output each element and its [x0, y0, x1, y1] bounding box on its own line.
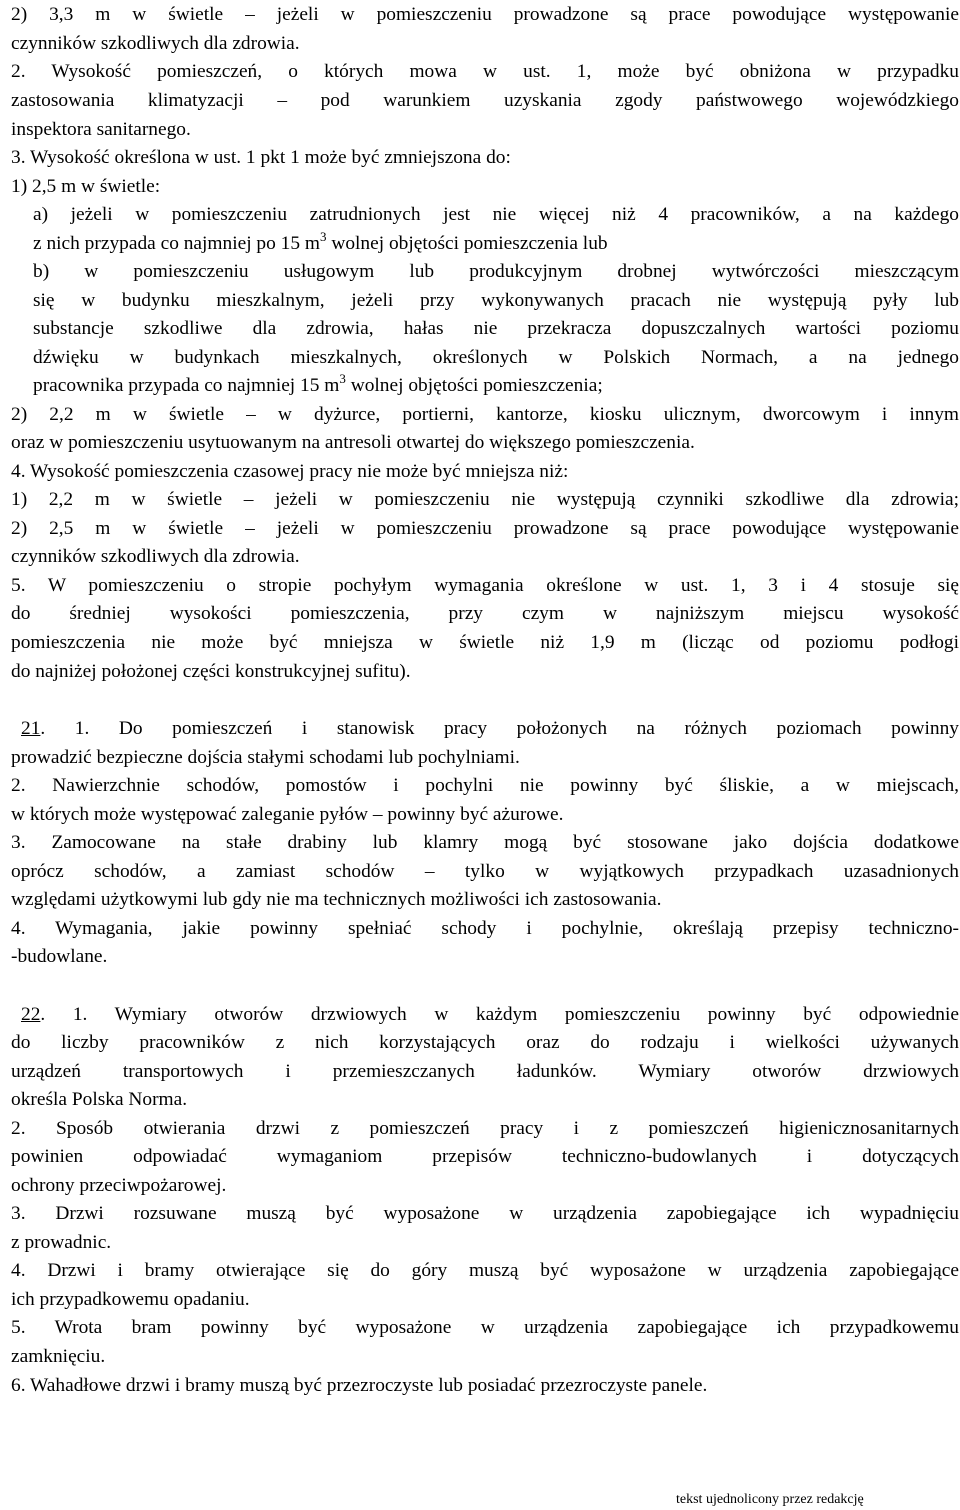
text-line: 3. Wysokość określona w ust. 1 pkt 1 może być zmniejszona do:	[11, 147, 511, 168]
text-segment: wolnej objętości pomieszczenia lub	[326, 233, 608, 254]
text-line: 1) 2,2 m w świetle – jeżeli w pomieszczeniu nie występują czynniki szkodliwe dla zdrowia;	[11, 489, 959, 510]
text-line: z prowadnic.	[11, 1232, 112, 1253]
superscript: 3	[339, 371, 346, 386]
text-line: oraz w pomieszczeniu usytuowanym na antresoli otwartej do większego pomieszczenia.	[11, 432, 695, 453]
text-line: 4. Wysokość pomieszczenia czasowej pracy nie może być mniejsza niż:	[11, 461, 569, 482]
text-line: czynników szkodliwych dla zdrowia.	[11, 546, 300, 567]
text-line: względami użytkowymi lub gdy nie ma technicznych możliwości ich zastosowania.	[11, 889, 662, 910]
text-line: 1) 2,5 m w świetle:	[11, 176, 161, 197]
text-line: a) jeżeli w pomieszczeniu zatrudnionych jest nie więcej niż 4 pracowników, a na każdego	[33, 204, 959, 225]
text-line: 4. Drzwi i bramy otwierające się do góry muszą być wyposażone w urządzenia zapobiegające	[11, 1260, 959, 1281]
text-line: b) w pomieszczeniu usługowym lub produkcyjnym drobnej wytwórczości mieszczącym	[33, 261, 959, 282]
text-line: ich przypadkowemu opadaniu.	[11, 1289, 250, 1310]
text-line: się w budynku mieszkalnym, jeżeli przy wykonywanych pracach nie występują pyły lub	[33, 290, 959, 311]
text-line: 6. Wahadłowe drzwi i bramy muszą być przezroczyste lub posiadać przezroczyste panele.	[11, 1375, 708, 1396]
text-segment: . 1. Do pomieszczeń i stanowisk pracy położonych na różnych poziomach powinny	[40, 718, 959, 739]
text-line: dźwięku w budynkach mieszkalnych, określonych w Polskich Normach, a na jednego	[33, 347, 959, 368]
text-line: inspektora sanitarnego.	[11, 119, 191, 140]
text-line: czynników szkodliwych dla zdrowia.	[11, 33, 300, 54]
text-segment: . 1. Wymiary otworów drzwiowych w każdym pomieszczeniu powinny być odpowiednie	[40, 1004, 959, 1025]
text-line: do średniej wysokości pomieszczenia, przy czym w najniższym miejscu wysokość	[11, 603, 959, 624]
text-line: 5. Wrota bram powinny być wyposażone w urządzenia zapobiegające ich przypadkowemu	[11, 1317, 959, 1338]
text-line: do najniżej położonej części konstrukcyjnej sufitu).	[11, 661, 411, 682]
text-line: 3. Zamocowane na stałe drabiny lub klamry mogą być stosowane jako dojścia dodatkowe	[11, 832, 959, 853]
text-segment: z nich przypada co najmniej po 15 m	[33, 233, 320, 254]
text-line: oprócz schodów, a zamiast schodów – tylko w wyjątkowych przypadkach uzasadnionych	[11, 861, 959, 882]
section-21-heading-line	[11, 717, 959, 741]
text-segment: wolnej objętości pomieszczenia;	[345, 375, 603, 396]
text-line: 2) 2,5 m w świetle – jeżeli w pomieszczeniu prowadzone są prace powodujące występowanie	[11, 518, 959, 539]
text-line: 5. W pomieszczeniu o stropie pochyłym wymagania określone w ust. 1, 3 i 4 stosuje się	[11, 575, 959, 596]
text-line: 3. Drzwi rozsuwane muszą być wyposażone w urządzenia zapobiegające ich wypadnięciu	[11, 1203, 959, 1224]
text-line: urządzeń transportowych i przemieszczanych ładunków. Wymiary otworów drzwiowych	[11, 1061, 959, 1082]
page-footer: tekst ujednolicony przez redakcję	[676, 1492, 864, 1507]
text-line: substancje szkodliwe dla zdrowia, hałas nie przekracza dopuszczalnych wartości poziomu	[33, 318, 959, 339]
section-number: 22	[21, 1004, 41, 1025]
text-line: pomieszczenia nie może być mniejsza w świetle niż 1,9 m (licząc od poziomu podłogi	[11, 632, 959, 653]
text-segment: pracownika przypada co najmniej 15 m	[33, 375, 340, 396]
text-line: powinien odpowiadać wymaganiom przepisów techniczno-budowlanych i dotyczących	[11, 1146, 959, 1167]
text-line: prowadzić bezpieczne dojścia stałymi schodami lub pochylniami.	[11, 747, 520, 768]
text-line: -budowlane.	[11, 946, 108, 967]
text-line: ochrony przeciwpożarowej.	[11, 1175, 227, 1196]
text-line: 4. Wymagania, jakie powinny spełniać schody i pochylnie, określają przepisy techniczno-	[11, 918, 959, 939]
text-line: określa Polska Norma.	[11, 1089, 188, 1110]
text-line: do liczby pracowników z nich korzystających oraz do rodzaju i wielkości używanych	[11, 1032, 959, 1053]
text-line: 2) 2,2 m w świetle – w dyżurce, portierni, kantorze, kiosku ulicznym, dworcowym i innym	[11, 404, 959, 425]
text-line: zastosowania klimatyzacji – pod warunkiem uzyskania zgody państwowego wojewódzkiego	[11, 90, 959, 111]
section-number: 21	[21, 718, 41, 739]
superscript: 3	[320, 229, 327, 244]
text-line	[33, 371, 603, 398]
text-line: zamknięciu.	[11, 1346, 106, 1367]
text-line	[33, 229, 608, 256]
text-line: 2. Wysokość pomieszczeń, o których mowa w ust. 1, może być obniżona w przypadku	[11, 61, 959, 82]
text-line: 2. Nawierzchnie schodów, pomostów i pochylni nie powinny być śliskie, a w miejscach,	[11, 775, 959, 796]
text-line: w których może występować zaleganie pyłów – powinny być ażurowe.	[11, 804, 564, 825]
text-line: 2. Sposób otwierania drzwi z pomieszczeń pracy i z pomieszczeń higienicznosanitarnych	[11, 1118, 959, 1139]
section-22-heading-line	[11, 1003, 959, 1027]
text-line: 2) 3,3 m w świetle – jeżeli w pomieszczeniu prowadzone są prace powodujące występowanie	[11, 4, 959, 25]
